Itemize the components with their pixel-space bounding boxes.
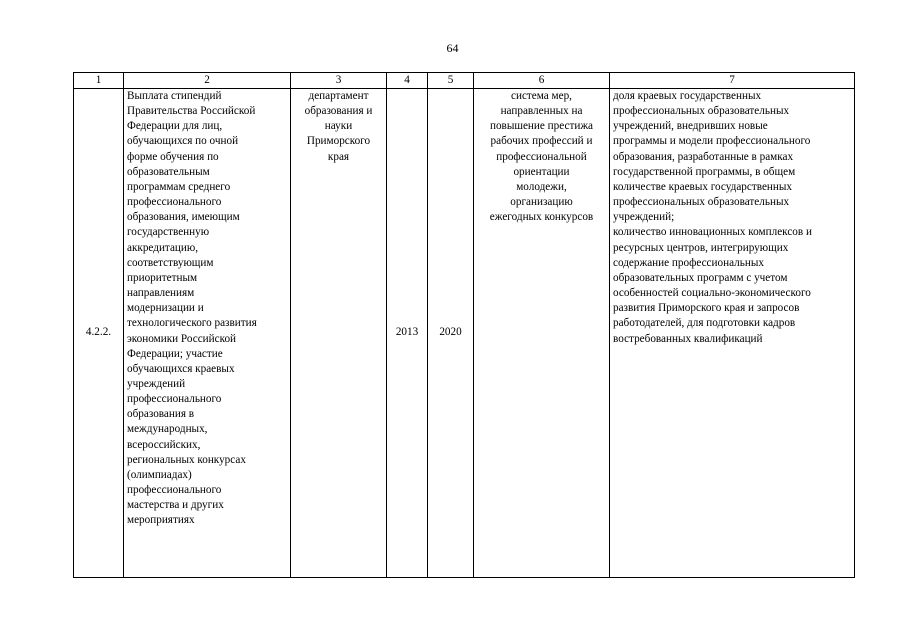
header-cell-4: 4: [387, 73, 428, 89]
row-end-year: 2020: [428, 89, 474, 578]
header-cell-5: 5: [428, 73, 474, 89]
header-cell-2: 2: [124, 73, 291, 89]
page-number: 64: [446, 41, 459, 55]
header-cell-3: 3: [291, 73, 387, 89]
row-description: Выплата стипендий Правительства Российской Федерации для лиц, обучающихся по очной форме обучения по образовательным программам среднего профессионального образования, имеющим государственную аккредитацию, соответствующим приоритетным направлениям модернизации и технологического развития экономики Российской Федерации; участие обучающихся краевых учреждений профессионального образования в международных, всероссийских, региональных конкурсах (олимпиадах) профессионального мастерства и других мероприятиях: [124, 89, 291, 578]
row-code: 4.2.2.: [74, 89, 124, 578]
header-cell-7: 7: [610, 73, 855, 89]
program-table: [73, 72, 855, 578]
row-start-year: 2013: [387, 89, 428, 578]
row-executor: департамент образования и науки Приморского края: [291, 89, 387, 578]
row-result: система мер, направленных на повышение престижа рабочих профессий и профессиональной ориентации молодежи, организацию ежегодных конкурсов: [474, 89, 610, 578]
header-cell-6: 6: [474, 73, 610, 89]
header-cell-1: 1: [74, 73, 124, 89]
row-indicators: доля краевых государственных профессиональных образовательных учреждений, внедривших новые программы и модели профессионального образования, разработанные в рамках государственной программы, в общем количестве краевых государственных профессиональных образовательных учреждений; количество инновационных комплексов и ресурсных центров, интегрирующих содержание профессиональных образовательных программ с учетом особенностей социально-экономического развития Приморского края и запросов работодателей, для подготовки кадров востребованных квалификаций: [610, 89, 855, 578]
table-row: [74, 89, 855, 578]
header-row: [74, 73, 855, 89]
